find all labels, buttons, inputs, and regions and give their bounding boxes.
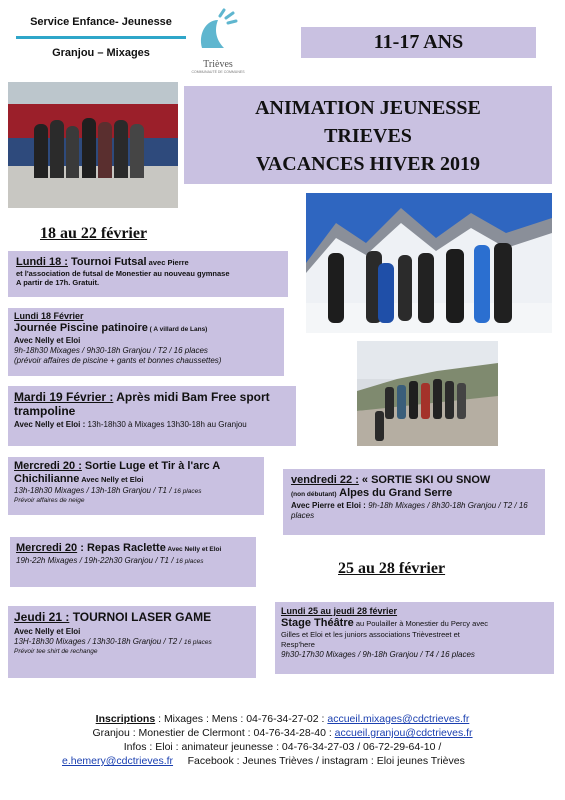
luge-places: 16 places xyxy=(173,488,202,495)
event-theatre xyxy=(275,602,554,674)
ski-photo xyxy=(306,193,552,333)
trampoline-with: Avec Nelly et Eloi : xyxy=(14,420,86,429)
luge-times: 13h-18h30 Mixages / 13h-18h Granjou / T1 / xyxy=(14,486,174,495)
event-trampoline xyxy=(8,386,296,446)
raclette-with: Avec Nelly et Eloi xyxy=(165,546,222,553)
ski-title: « SORTIE SKI OU SNOW xyxy=(358,474,491,486)
theatre-day: Lundi 25 au jeudi 28 février xyxy=(281,606,398,616)
laser-extra: Prévoir tee shirt de rechange xyxy=(14,648,98,655)
service-title: Service Enfance- Jeunesse xyxy=(30,16,172,28)
event-piscine xyxy=(8,308,284,376)
trampoline-title: Après midi Bam Free sport trampoline xyxy=(14,390,270,418)
group-photo xyxy=(8,82,178,208)
week2-heading: 25 au 28 février xyxy=(338,560,446,577)
logo-text: Trièves xyxy=(203,59,233,70)
footer-line3: Infos : Eloi : animateur jeunesse : 04-76-34-27-03 / 06-72-29-64-10 / xyxy=(123,741,442,753)
title-line-2: TRIEVES xyxy=(324,125,412,147)
ski-place: Alpes du Grand Serre xyxy=(336,487,453,499)
email-eloi-link[interactable]: e.hemery@cdctrieves.fr xyxy=(62,755,174,767)
mountain-scene xyxy=(306,193,552,333)
raclette-day: Mercredi 20 xyxy=(16,542,78,554)
event-luge xyxy=(8,457,264,515)
footer-line2: Granjou : Monestier de Clermont : 04-76-34-28-40 : xyxy=(92,727,335,739)
inscriptions-label: Inscriptions xyxy=(95,713,156,725)
laser-title: TOURNOI LASER GAME xyxy=(69,610,212,624)
ski-day: vendredi 22 : xyxy=(291,474,359,486)
theatre-line3: Resp'here xyxy=(281,640,315,649)
title-line-3: VACANCES HIVER 2019 xyxy=(255,153,481,175)
trieves-logo xyxy=(190,8,246,74)
event-futsal xyxy=(8,251,288,297)
laser-with: Avec Nelly et Eloi xyxy=(14,627,81,636)
luge-extra: Prévoir affaires de neige xyxy=(14,497,85,504)
main-title xyxy=(184,86,552,184)
email-granjou-link[interactable]: accueil.granjou@cdctrieves.fr xyxy=(334,727,473,739)
ski-times: 9h-18h Mixages / 8h30-18h Granjou / T2 / 16 places xyxy=(291,501,528,520)
piscine-extra: (prévoir affaires de piscine + gants et bonnes chaussettes) xyxy=(14,356,222,365)
futsal-title: Tournoi Futsal xyxy=(71,256,147,268)
logo-icon xyxy=(190,8,246,54)
age-badge: 11-17 ANS xyxy=(301,27,536,58)
week1-heading: 18 au 22 février xyxy=(40,225,148,242)
futsal-line2: et l'association de futsal de Monestier au nouveau gymnase xyxy=(16,269,230,278)
laser-places: 16 places xyxy=(183,639,212,646)
title-line-1: ANIMATION JEUNESSE xyxy=(255,97,481,119)
raclette-title: Repas Raclette xyxy=(86,542,166,554)
theatre-times: 9h30-17h30 Mixages / 9h-18h Granjou / T4 / 16 places xyxy=(281,650,475,659)
futsal-line3: A partir de 17h. Gratuit. xyxy=(16,278,100,287)
luge-with: Avec Nelly et Eloi xyxy=(79,475,144,484)
luge-title: Sortie Luge et Tir à l'arc A Chichilianne xyxy=(14,460,220,485)
raclette-places: 16 places xyxy=(175,558,204,565)
piscine-day: Lundi 18 Février xyxy=(14,311,84,321)
email-mixages-link[interactable]: accueil.mixages@cdctrieves.fr xyxy=(327,713,470,725)
luge-day: Mercredi 20 : xyxy=(14,460,82,472)
theatre-line2: Gilles et Eloi et les juniors associations Trièvestreet et xyxy=(281,630,460,639)
theatre-title: Stage Théâtre xyxy=(281,617,354,629)
piscine-title: Journée Piscine patinoire xyxy=(14,322,148,334)
event-laser xyxy=(8,606,256,678)
ski-level: (non débutant) xyxy=(291,491,337,498)
footer-line1: : Mixages : Mens : 04-76-34-27-02 : xyxy=(155,713,328,725)
rocky-scene xyxy=(357,341,498,446)
footer-info xyxy=(0,712,565,768)
piscine-note: ( A villard de Lans) xyxy=(147,326,208,333)
piscine-times: 9h-18h30 Mixages / 9h30-18h Granjou / T2 / 16 places xyxy=(14,346,208,355)
futsal-with: avec Pierre xyxy=(146,258,189,267)
trampoline-day: Mardi 19 Février : xyxy=(14,390,114,404)
logo-tagline: COMMUNAUTÉ DE COMMUNES xyxy=(191,70,245,74)
piscine-with: Avec Nelly et Eloi xyxy=(14,336,81,345)
service-header xyxy=(16,16,186,59)
laser-times: 13H-18h30 Mixages / 13h30-18h Granjou / T2 / xyxy=(14,637,184,646)
event-raclette xyxy=(10,537,256,587)
laser-day: Jeudi 21 : xyxy=(14,610,70,624)
ski-with: Avec Pierre et Eloi : xyxy=(291,501,366,510)
trampoline-times: 13h-18h30 à Mixages 13h30-18h au Granjou xyxy=(85,420,247,429)
theatre-where: au Poulailler à Monestier du Percy avec xyxy=(353,619,488,628)
header-divider xyxy=(16,36,186,39)
footer-social: Facebook : Jeunes Trièves / instagram : Eloi jeunes Trièves xyxy=(173,755,465,767)
raclette-times: 19h-22h Mixages / 19h-22h30 Granjou / T1 / xyxy=(16,556,176,565)
event-ski xyxy=(283,469,545,535)
hiking-photo xyxy=(357,341,498,446)
location-label: Granjou – Mixages xyxy=(52,47,150,59)
futsal-day: Lundi 18 : xyxy=(16,256,68,268)
raclette-colon: : xyxy=(77,542,87,554)
